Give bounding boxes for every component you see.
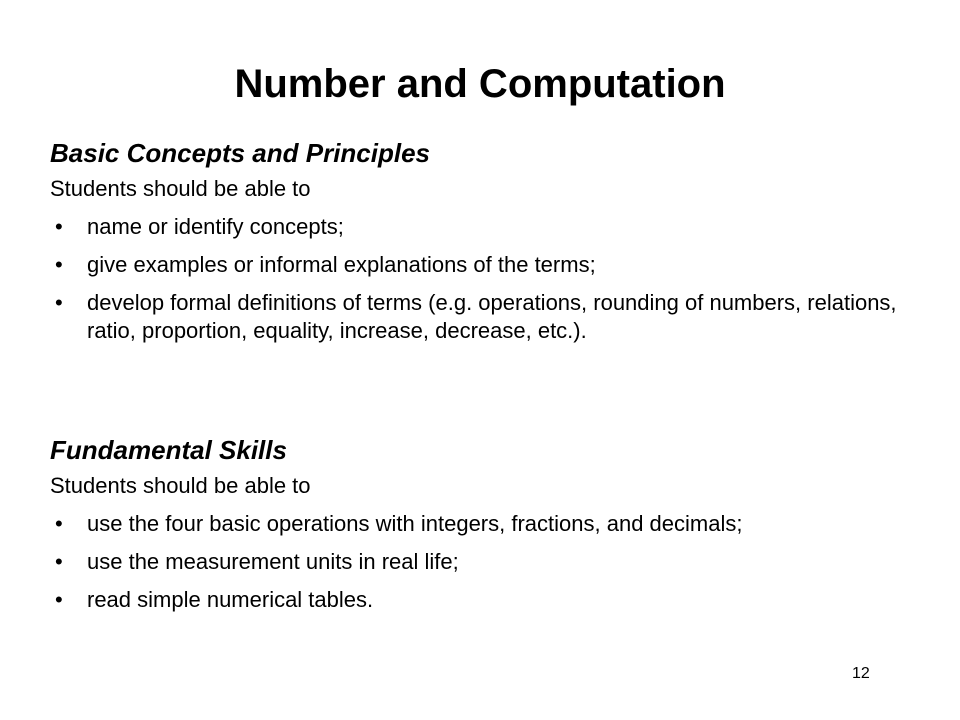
bullet-item	[50, 213, 950, 241]
bullet-icon: •	[55, 511, 63, 536]
bullet-list	[50, 213, 950, 345]
section-basic-concepts	[50, 137, 950, 355]
bullet-icon: •	[55, 290, 63, 315]
bullet-icon: •	[55, 549, 63, 574]
bullet-text: use the measurement units in real life;	[87, 549, 459, 574]
bullet-icon: •	[55, 214, 63, 239]
bullet-text: develop formal definitions of terms (e.g. operations, rounding of numbers, relations, ratio, proportion, equality, increase, decrease, etc.).	[87, 290, 897, 343]
bullet-item	[50, 586, 950, 614]
section-heading: Fundamental Skills	[50, 435, 287, 465]
section-intro: Students should be able to	[50, 176, 311, 201]
bullet-text: use the four basic operations with integers, fractions, and decimals;	[87, 511, 743, 536]
bullet-item	[50, 548, 950, 576]
bullet-text: name or identify concepts;	[87, 214, 344, 239]
bullet-item	[50, 289, 950, 345]
bullet-icon: •	[55, 587, 63, 612]
bullet-item	[50, 510, 950, 538]
slide-title: Number and Computation	[234, 62, 726, 106]
bullet-text: give examples or informal explanations of the terms;	[87, 252, 596, 277]
page-number: 12	[852, 665, 870, 682]
bullet-item	[50, 251, 950, 279]
section-fundamental-skills	[50, 434, 950, 624]
bullet-text: read simple numerical tables.	[87, 587, 374, 612]
bullet-list	[50, 510, 950, 614]
section-intro: Students should be able to	[50, 473, 311, 498]
bullet-icon: •	[55, 252, 63, 277]
section-heading: Basic Concepts and Principles	[50, 138, 431, 168]
